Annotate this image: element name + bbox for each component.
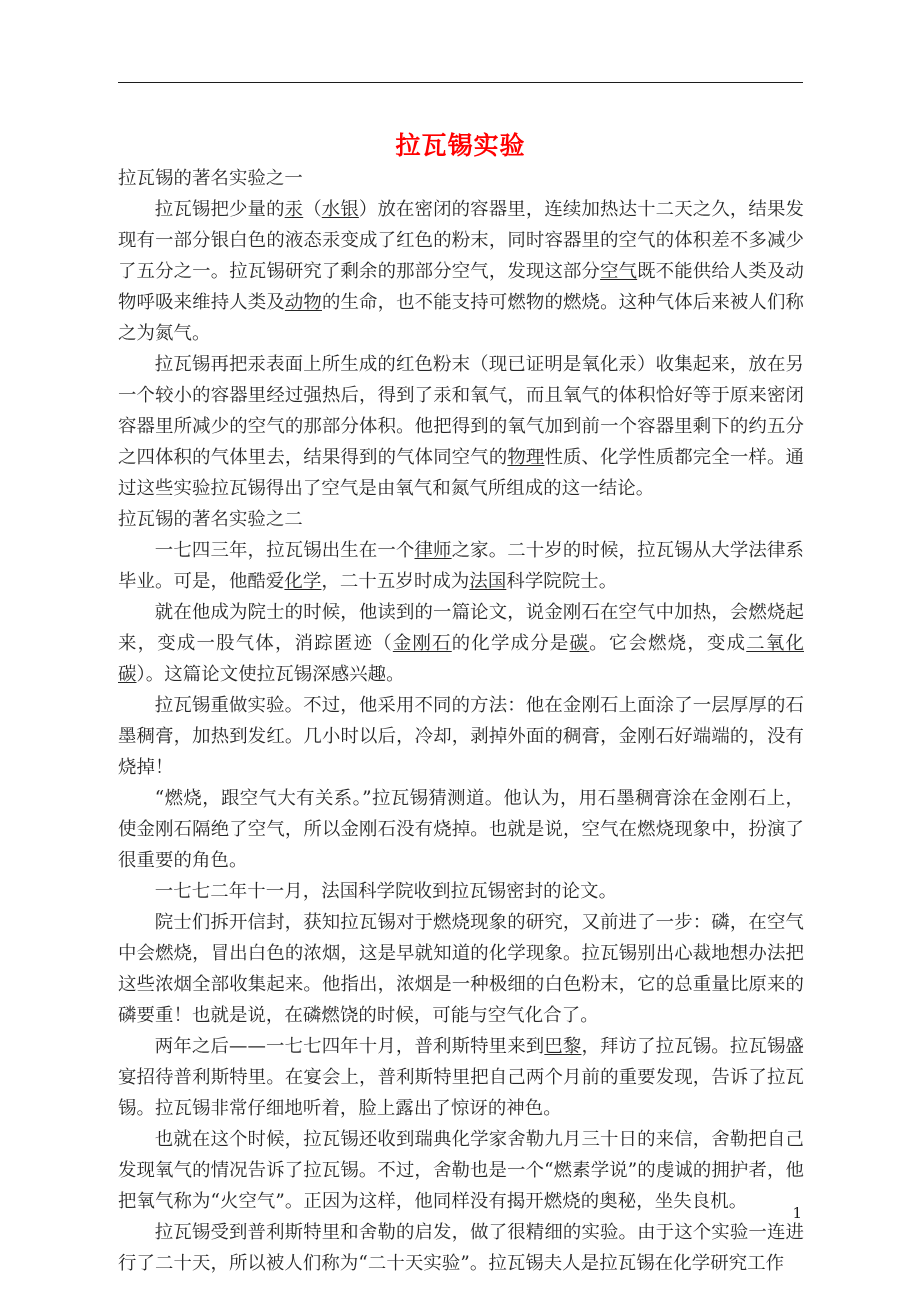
p1-underline-animal: 动物 [284, 292, 322, 313]
paragraph-6: “燃烧，跟空气大有关系。”拉瓦锡猜测道。他认为，用石墨稠膏涂在金刚石上，使金刚石隔绝了空气，所以金刚石没有烧掉。也就是说，空气在燃烧现象中，扮演了很重要的角色。 [118, 788, 804, 871]
paragraph-5: 拉瓦锡重做实验。不过，他采用不同的方法：他在金刚石上面涂了一层厚厚的石墨稠膏，加热到发红。几小时以后，冷却，剥掉外面的稠膏，金刚石好端端的，没有烧掉！ [118, 695, 804, 778]
p1-text-d: 既不能供给人类及动物呼吸来维持人类及 [118, 261, 804, 313]
paragraph-1 [118, 194, 804, 349]
paragraph-4 [118, 597, 804, 690]
p9-text-b: ，拜访了拉瓦锡。拉瓦锡盛宴招待普利斯特里。在宴会上，普利斯特里把自己两个月前的重要发现，告诉了拉瓦锡。拉瓦锡非常仔细地听着，脸上露出了惊讶的神色。 [118, 1036, 804, 1119]
section-heading-one [118, 163, 804, 194]
page-title: 拉瓦锡实验 [395, 130, 526, 160]
p1-underline-air: 空气 [600, 261, 638, 282]
p4-underline-diamond: 金刚石 [392, 633, 452, 654]
p3-text-a: 一七四三年，拉瓦锡出生在一个 [154, 540, 415, 561]
p1-text-e: 的生命，也不能支持可燃物的燃烧。这种气体后来被人们称之为氮气。 [118, 292, 804, 344]
p4-underline-carbon: 碳 [569, 633, 590, 654]
paragraph-2 [118, 349, 804, 504]
p9-text-a: 两年之后——一七七四年十月，普利斯特里来到 [154, 1036, 545, 1057]
p3-underline-chemistry: 化学 [284, 571, 322, 592]
header-separator-rule [118, 82, 803, 83]
p1-text-a: 拉瓦锡把少量的 [154, 199, 285, 220]
page-number: 1 [792, 1204, 802, 1222]
paragraph-8: 院士们拆开信封，获知拉瓦锡对于燃烧现象的研究，又前进了一步：磷，在空气中会燃烧，冒出白色的浓烟，这是早就知道的化学现象。拉瓦锡别出心裁地想办法把这些浓烟全部收集起来。他指出，浓烟是一种极细的白色粉末，它的总重量比原来的磷要重！也就是说，在磷燃饶的时候，可能与空气化合了。 [118, 912, 804, 1026]
p4-text-c: 。它会燃烧，变成 [589, 633, 747, 654]
p2-text-b: 性质、化学性质都完全一样。通过这些实验拉瓦锡得出了空气是由氧气和氮气所组成的这一结论。 [118, 447, 804, 499]
p4-underline-carbon-dioxide: 二氧化碳 [118, 633, 804, 685]
document-body [118, 163, 804, 1279]
section-heading-two [118, 504, 804, 535]
p9-underline-paris: 巴黎 [544, 1036, 582, 1057]
p3-underline-lawyer: 律师 [414, 540, 452, 561]
paragraph-9 [118, 1031, 804, 1124]
p4-text-b: 的化学成分是 [451, 633, 570, 654]
p1-text-c: ）放在密闭的容器里，连续加热达十二天之久，结果发现有一部分银白色的液态汞变成了红色的粉末，同时容器里的空气的体积差不多减少了五分之一。拉瓦锡研究了剩余的那部分空气，发现这部分 [118, 199, 805, 282]
p1-underline-mercury: 汞 [284, 199, 304, 220]
paragraph-11: 拉瓦锡受到普利斯特里和舍勒的启发，做了很精细的实验。由于这个实验一连进行了二十天，所以被人们称为“二十天实验”。拉瓦锡夫人是拉瓦锡在化学研究工作 [118, 1222, 804, 1274]
p3-text-b: 之家。二十岁的时候，拉瓦锡从大学法律系毕业。可是，他酷爱 [118, 540, 804, 592]
paragraph-3 [118, 535, 804, 597]
p2-underline-physical: 物理 [507, 447, 545, 468]
p4-text-d: ）。这篇论文使拉瓦锡深感兴趣。 [136, 664, 405, 685]
paragraph-10: 也就在这个时候，拉瓦锡还收到瑞典化学家舍勒九月三十日的来信，舍勒把自己发现氧气的情况告诉了拉瓦锡。不过，舍勒也是一个“燃素学说”的虔诚的拥护者，他把氧气称为“火空气”。正因为这样，他同样没有揭开燃烧的奥秘，坐失良机。 [118, 1129, 804, 1212]
p1-underline-quicksilver: 水银 [321, 199, 359, 220]
p1-text-b: （ [303, 199, 322, 220]
p3-underline-france: 法国 [469, 571, 507, 592]
p2-text-a: 拉瓦锡再把汞表面上所生成的红色粉末（现已证明是氧化汞）收集起来，放在另一个较小的容器里经过强热后，得到了汞和氧气，而且氧气的体积恰好等于原来密闭容器里所减少的空气的那部分体积。他把得到的氧气加到前一个容器里剩下的约五分之四体积的气体里去，结果得到的气体同空气的 [118, 354, 804, 468]
p4-text-a: 就在他成为院士的时候，他读到的一篇论文，说金刚石在空气中加热，会燃烧起来，变成一股气体，消踪匿迹（ [118, 602, 804, 654]
p3-text-d: 科学院院士。 [506, 571, 618, 592]
section-heading-one-text: 拉瓦锡的著名实验之一 [118, 168, 303, 189]
p3-text-c: ，二十五岁时成为 [321, 571, 470, 592]
section-heading-two-text: 拉瓦锡的著名实验之二 [118, 509, 303, 530]
paragraph-7: 一七七二年十一月，法国科学院收到拉瓦锡密封的论文。 [154, 881, 618, 902]
